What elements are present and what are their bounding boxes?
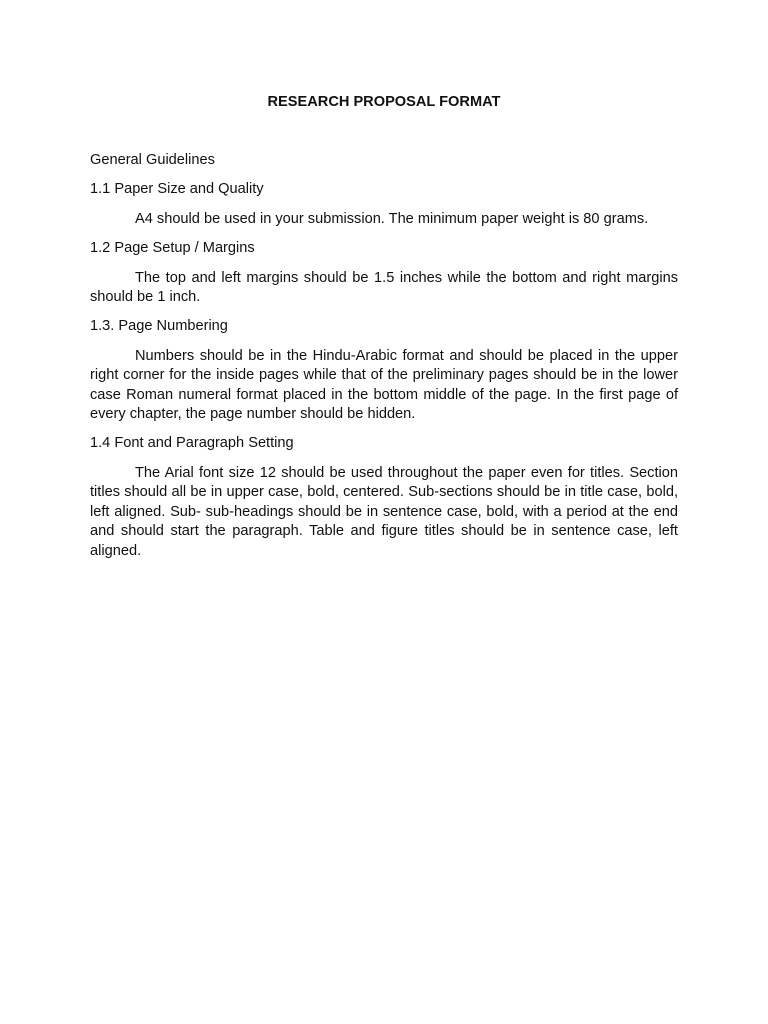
general-guidelines-heading: General Guidelines <box>90 152 215 168</box>
document-title: RESEARCH PROPOSAL FORMAT <box>267 94 501 110</box>
section-heading-font-paragraph: 1.4 Font and Paragraph Setting <box>90 435 294 452</box>
section-heading-page-numbering: 1.3. Page Numbering <box>90 318 228 335</box>
section-heading-paper-size: 1.1 Paper Size and Quality <box>90 181 264 198</box>
section-body-page-setup: The top and left margins should be 1.5 inches while the bottom and right margins should be 1 inch. <box>90 269 678 306</box>
section-body-font-paragraph: The Arial font size 12 should be used throughout the paper even for titles. Section titles should all be in upper case, bold, centered. Sub-sections should be in title case, bold, left aligned. Sub- sub-headings should be in sentence case, bold, with a period at the end and should start the paragraph. Table and figure titles should be in sentence case, left aligned. <box>90 464 678 559</box>
section-heading-page-setup: 1.2 Page Setup / Margins <box>90 240 255 257</box>
document-body <box>90 151 678 571</box>
section-body-page-numbering: Numbers should be in the Hindu-Arabic format and should be placed in the upper right corner for the inside pages while that of the preliminary pages should be in the lower case Roman numeral format placed in the bottom middle of the page. In the first page of every chapter, the page number should be hidden. <box>90 347 678 423</box>
section-body-paper-size: A4 should be used in your submission. The minimum paper weight is 80 grams. <box>135 210 649 227</box>
